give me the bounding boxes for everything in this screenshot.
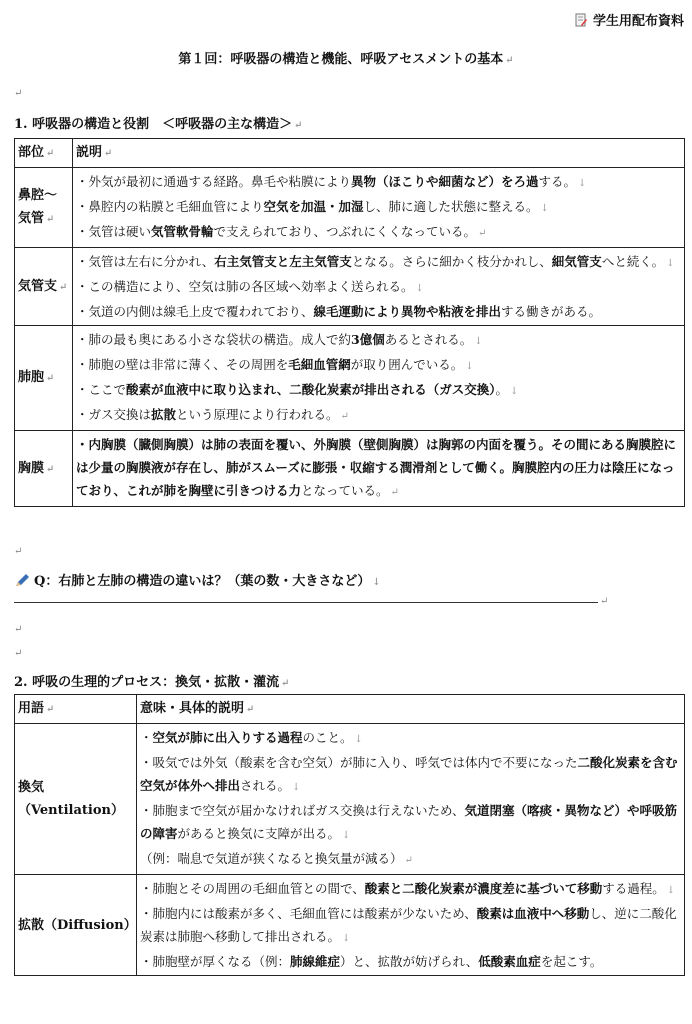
- section1-title: 1. 呼吸器の構造と役割 ＜呼吸器の主な構造＞ ↵: [14, 117, 303, 132]
- row-label-nasal: 鼻腔～気管 ↵: [15, 168, 73, 248]
- table-header-row: [15, 695, 685, 724]
- row-desc-pleura: ・内胸膜（臓側胸膜）は肺の表面を覆い、外胸膜（壁側胸膜）は胸郭の内面を覆う。その間にある胸膜腔には少量の胸膜液が存在し、肺がスムーズに膨張・収縮する潤滑剤として働く。胸膜腔内の圧力は陰圧になっており、これが肺を胸壁に引きつける力となっている。 ↵: [73, 431, 685, 507]
- table-row: [15, 168, 685, 248]
- row-label-ventilation: 換気（Ventilation）: [15, 724, 137, 875]
- table-row: [15, 248, 685, 326]
- column-header-term: 用語 ↵: [15, 695, 137, 724]
- row-label-bronchus: 気管支 ↵: [15, 248, 73, 326]
- paragraph-mark: ↵: [600, 596, 609, 607]
- column-header-part: 部位 ↵: [15, 139, 73, 168]
- table-row: [15, 875, 685, 976]
- paragraph-mark: ↵: [14, 624, 23, 635]
- table-row: [15, 431, 685, 507]
- question-text: Q：右肺と左肺の構造の違いは？（葉の数・大きさなど）: [34, 574, 371, 589]
- row-desc-ventilation: ・空気が肺に出入りする過程のこと。 ↓ ・吸気では外気（酸素を含む空気）が肺に入り、呼気では体内で不要になった二酸化炭素を含む空気が体外へ排出される。 ↓ ・肺胞まで空気が届かなければガス交換は行えないため、気道閉塞（喀痰・異物など）や呼吸筋の障害があると換気に支障が出る。 ↓ （例：喘息で気道が狭くなると換気量が減る） ↵: [137, 724, 685, 875]
- question-prompt: Q：右肺と左肺の構造の違いは？（葉の数・大きさなど） ↓: [14, 570, 381, 589]
- handout-header: [575, 10, 684, 29]
- table-header-row: [15, 139, 685, 168]
- document-icon: [575, 13, 587, 27]
- paragraph-mark: ↵: [14, 88, 23, 99]
- row-label-alveoli: 肺胞 ↵: [15, 326, 73, 431]
- handout-label: 学生用配布資料: [592, 14, 684, 29]
- row-desc-diffusion: ・肺胞とその周囲の毛細血管との間で、酸素と二酸化炭素が濃度差に基づいて移動する過程。 ↓ ・肺胞内には酸素が多く、毛細血管には酸素が少ないため、酸素は血液中へ移動し、逆に二酸化炭素は肺胞へ移動して排出される。 ↓ ・肺胞壁が厚くなる（例：肺線維症）と、拡散が妨げられ、低酸素血症を起こす。: [137, 875, 685, 976]
- answer-line[interactable]: [14, 602, 598, 603]
- row-desc-bronchus: ・気管は左右に分かれ、右主気管支と左主気管支となる。さらに細かく枝分かれし、細気管支へと続く。 ↓ ・この構造により、空気は肺の各区域へ効率よく送られる。 ↓ ・気道の内側は線毛上皮で覆われており、線毛運動により異物や粘液を排出する働きがある。: [73, 248, 685, 326]
- row-label-diffusion: 拡散（Diffusion）: [15, 875, 137, 976]
- column-header-meaning: 意味・具体的説明 ↵: [137, 695, 685, 724]
- table-row: [15, 326, 685, 431]
- structure-table: [14, 138, 685, 507]
- row-desc-alveoli: ・肺の最も奥にある小さな袋状の構造。成人で約3億個あるとされる。 ↓ ・肺胞の壁は非常に薄く、その周囲を毛細血管網が取り囲んでいる。 ↓ ・ここで酸素が血液中に取り込まれ、二酸化炭素が排出される（ガス交換）。 ↓ ・ガス交換は拡散という原理により行われる。 ↵: [73, 326, 685, 431]
- table-row: [15, 724, 685, 875]
- section2-title: 2. 呼吸の生理的プロセス：換気・拡散・灌流 ↵: [14, 675, 290, 690]
- row-label-pleura: 胸膜 ↵: [15, 431, 73, 507]
- document-title: 第１回：呼吸器の構造と機能、呼吸アセスメントの基本 ↵: [178, 52, 514, 67]
- paragraph-mark: ↵: [14, 546, 23, 557]
- pen-icon: [14, 573, 30, 587]
- column-header-desc: 説明 ↵: [73, 139, 685, 168]
- row-desc-nasal: ・外気が最初に通過する経路。鼻毛や粘膜により異物（ほこりや細菌など）をろ過する。 ↓ ・鼻腔内の粘膜と毛細血管により空気を加温・加湿し、肺に適した状態に整える。 ↓ ・気管は硬い気管軟骨輪で支えられており、つぶれにくくなっている。 ↵: [73, 168, 685, 248]
- process-table: [14, 694, 685, 976]
- paragraph-mark: ↵: [14, 648, 23, 659]
